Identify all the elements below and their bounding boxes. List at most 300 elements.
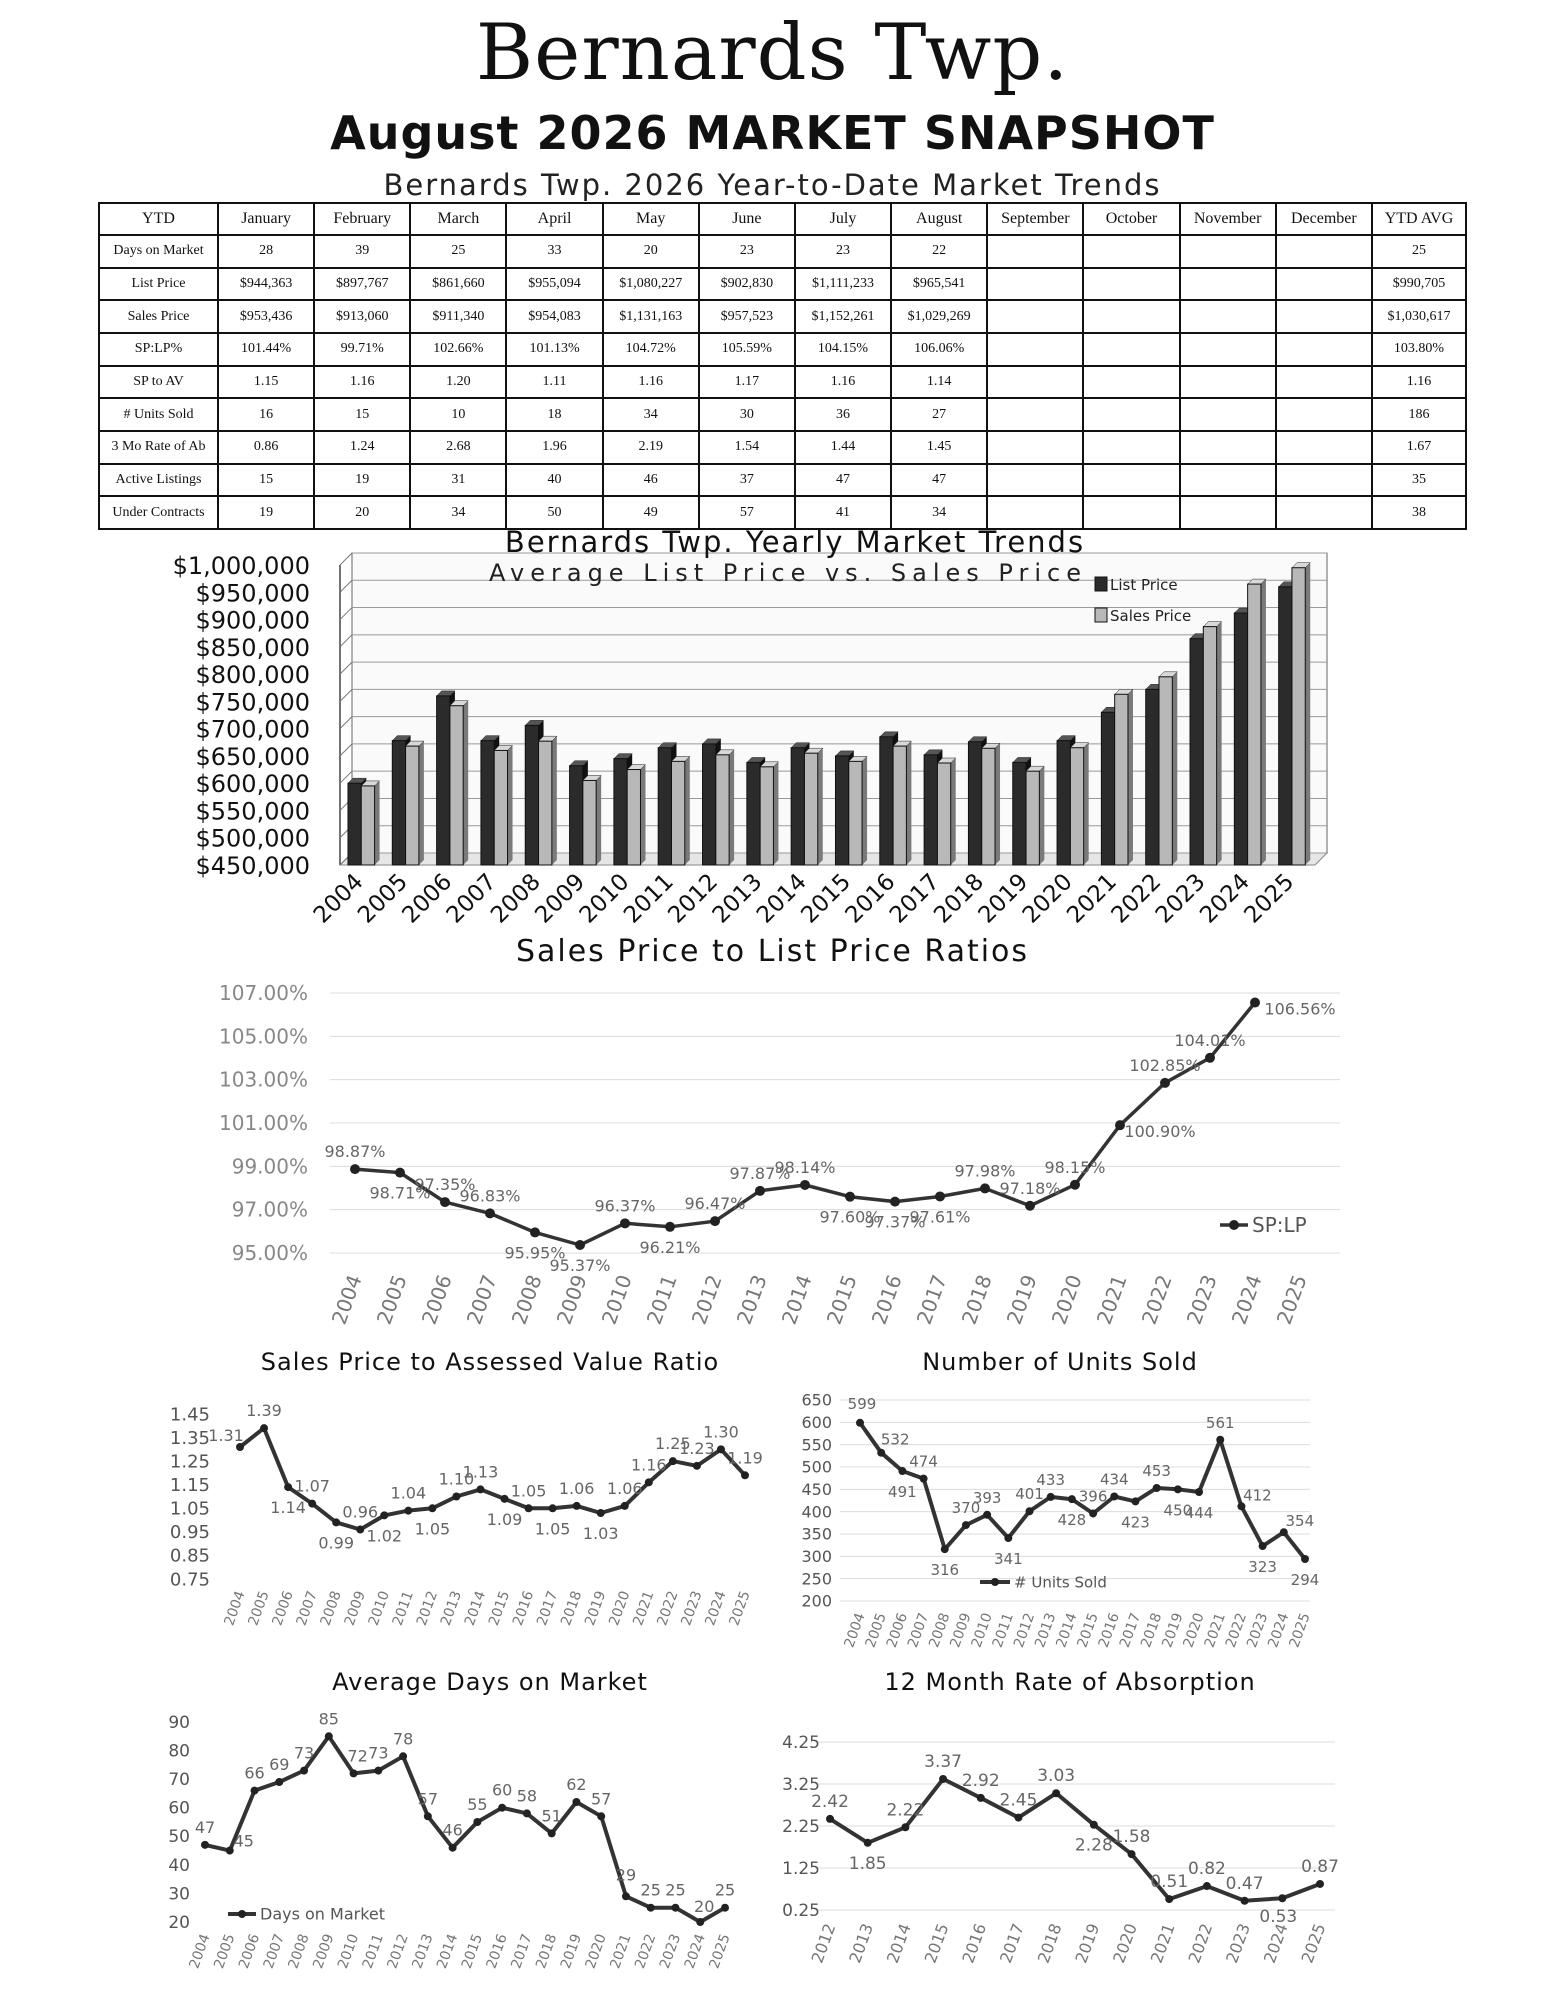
table-cell: $1,030,617 xyxy=(1372,300,1466,333)
table-cell: 1.54 xyxy=(699,431,795,464)
bar-list-price xyxy=(1101,712,1114,865)
data-point xyxy=(1195,1488,1203,1496)
data-label: 450 xyxy=(1163,1501,1193,1520)
table-header-cell: January xyxy=(218,203,314,235)
data-point xyxy=(1026,1507,1034,1515)
data-point xyxy=(275,1778,283,1786)
data-label: 1.03 xyxy=(582,1524,619,1543)
bar-sales-price xyxy=(1203,627,1216,865)
data-label: 20 xyxy=(694,1897,715,1916)
data-label: 51 xyxy=(541,1806,562,1826)
data-label: 2.45 xyxy=(999,1790,1038,1811)
data-point xyxy=(428,1504,436,1512)
data-label: 98.15% xyxy=(1044,1157,1106,1177)
data-label: 72 xyxy=(347,1746,368,1766)
data-label: 57 xyxy=(591,1789,612,1809)
x-tick-label: 2018 xyxy=(956,1271,997,1328)
table-cell xyxy=(1180,333,1276,366)
table-cell: 25 xyxy=(410,235,506,268)
bar-sales-price xyxy=(1292,568,1305,865)
data-label: 453 xyxy=(1142,1461,1171,1480)
y-tick-label: $700,000 xyxy=(195,715,310,744)
x-tick-label: 2017 xyxy=(534,1588,562,1628)
data-point xyxy=(645,1478,653,1486)
x-tick-label: 2011 xyxy=(359,1931,387,1971)
data-point xyxy=(201,1841,209,1849)
data-point xyxy=(374,1767,382,1775)
data-label: 396 xyxy=(1078,1487,1108,1506)
table-cell xyxy=(1083,464,1179,497)
data-point xyxy=(665,1222,675,1232)
table-cell: 47 xyxy=(891,464,987,497)
table-cell: 34 xyxy=(410,496,506,529)
table-row xyxy=(99,398,1466,431)
data-label: 95.95% xyxy=(504,1243,566,1263)
x-tick-label: 2014 xyxy=(1053,1610,1081,1650)
table-cell: 101.13% xyxy=(506,333,602,366)
x-tick-label: 2005 xyxy=(245,1588,273,1628)
data-label: 341 xyxy=(994,1550,1023,1569)
table-cell xyxy=(1180,366,1276,399)
table-cell: $861,660 xyxy=(410,268,506,301)
legend-label: Sales Price xyxy=(1110,607,1192,625)
data-label: 73 xyxy=(368,1743,389,1763)
data-label: 102.85% xyxy=(1129,1055,1201,1075)
y-tick-label: $500,000 xyxy=(195,824,310,853)
data-point xyxy=(1153,1484,1161,1492)
y-tick-label: 0.25 xyxy=(782,1900,820,1921)
data-label: 29 xyxy=(615,1865,637,1885)
legend-label: # Units Sold xyxy=(1014,1573,1107,1592)
x-tick-label: 2008 xyxy=(926,1610,954,1650)
table-cell xyxy=(987,333,1083,366)
y-tick-label: 400 xyxy=(801,1502,832,1522)
data-label: 97.61% xyxy=(909,1207,971,1227)
table-cell: 39 xyxy=(314,235,410,268)
table-cell: 34 xyxy=(603,398,699,431)
bar-side xyxy=(1039,766,1044,865)
data-point xyxy=(498,1804,506,1812)
x-tick-label: 2019 xyxy=(582,1588,610,1628)
data-label: 98.14% xyxy=(774,1157,836,1177)
y-tick-label: $750,000 xyxy=(195,688,310,717)
data-label: 1.07 xyxy=(294,1476,330,1496)
x-tick-label: 2021 xyxy=(1091,1271,1132,1328)
table-cell: 34 xyxy=(891,496,987,529)
table-cell: 104.15% xyxy=(795,333,891,366)
x-tick-label: 2020 xyxy=(1180,1610,1208,1650)
data-label: 316 xyxy=(930,1561,960,1580)
data-point xyxy=(1004,1534,1012,1542)
data-label: 69 xyxy=(269,1755,290,1774)
data-point xyxy=(941,1545,949,1553)
table-cell: 19 xyxy=(314,464,410,497)
x-tick-label: 2019 xyxy=(1071,1920,1104,1966)
ytd-market-table xyxy=(98,202,1467,530)
bar-sales-price xyxy=(406,746,419,865)
data-point xyxy=(1090,1821,1098,1829)
data-point xyxy=(671,1904,679,1912)
table-cell: 25 xyxy=(1372,235,1466,268)
data-label: 96.21% xyxy=(639,1237,701,1257)
bar-side xyxy=(685,756,690,865)
x-tick-label: 2009 xyxy=(551,1271,592,1328)
data-point xyxy=(440,1197,450,1207)
y-tick-label: $1,000,000 xyxy=(172,552,310,580)
units-chart-title: Number of Units Sold xyxy=(922,1348,1198,1376)
data-label: 354 xyxy=(1285,1512,1315,1531)
table-header-cell: YTD AVG xyxy=(1372,203,1466,235)
table-cell: 47 xyxy=(795,464,891,497)
x-tick-label: 2019 xyxy=(973,868,1034,929)
bar-side xyxy=(818,748,823,865)
data-point xyxy=(1259,1542,1267,1550)
table-header-cell: September xyxy=(987,203,1083,235)
bar-list-price xyxy=(1234,613,1247,865)
bar-sales-price xyxy=(804,753,817,865)
table-cell xyxy=(1180,300,1276,333)
table-cell: 103.80% xyxy=(1372,333,1466,366)
bar-side xyxy=(906,741,911,865)
x-tick-label: 2025 xyxy=(706,1931,734,1971)
legend-swatch xyxy=(1095,577,1107,591)
data-point xyxy=(826,1815,834,1823)
gridline-connector xyxy=(340,608,352,620)
x-tick-label: 2004 xyxy=(841,1610,869,1650)
data-point xyxy=(424,1812,432,1820)
x-tick-label: 2013 xyxy=(1032,1610,1060,1650)
x-tick-label: 2025 xyxy=(1271,1271,1312,1328)
table-cell xyxy=(1083,300,1179,333)
x-tick-label: 2022 xyxy=(1106,868,1167,929)
table-row-label: SP:LP% xyxy=(99,333,218,366)
bar-sales-price xyxy=(583,780,596,865)
data-label: 1.02 xyxy=(366,1526,403,1546)
y-tick-label: 1.25 xyxy=(169,1451,210,1473)
table-header-cell: May xyxy=(603,203,699,235)
x-tick-label: 2024 xyxy=(702,1588,730,1628)
x-tick-label: 2015 xyxy=(821,1271,862,1328)
data-point xyxy=(890,1197,900,1207)
bar-list-price xyxy=(348,783,361,865)
data-point xyxy=(741,1471,749,1479)
bar-sales-price xyxy=(1070,748,1083,865)
data-label: 25 xyxy=(714,1880,736,1900)
x-tick-label: 2019 xyxy=(1159,1610,1187,1650)
x-tick-label: 2017 xyxy=(1116,1610,1145,1650)
table-cell: $944,363 xyxy=(218,268,314,301)
y-tick-label: $450,000 xyxy=(195,852,310,880)
table-cell xyxy=(987,464,1083,497)
bar-side xyxy=(995,743,1000,865)
x-tick-label: 2009 xyxy=(310,1931,338,1971)
data-label: 393 xyxy=(972,1488,1002,1507)
data-point xyxy=(572,1798,580,1806)
bar-side xyxy=(419,741,424,865)
table-cell: 30 xyxy=(699,398,795,431)
x-tick-label: 2014 xyxy=(434,1931,462,1971)
data-point xyxy=(877,1449,885,1457)
table-cell: $990,705 xyxy=(1372,268,1466,301)
y-tick-label: 1.15 xyxy=(169,1475,210,1497)
table-cell: 23 xyxy=(699,235,795,268)
data-label: 96.83% xyxy=(459,1186,521,1206)
chart-subtitle: Average List Price vs. Sales Price xyxy=(489,559,1087,587)
data-point xyxy=(1205,1053,1215,1063)
table-cell xyxy=(1276,398,1372,431)
table-header-cell: November xyxy=(1180,203,1276,235)
data-label: 491 xyxy=(888,1483,917,1502)
x-tick-label: 2004 xyxy=(308,868,369,929)
data-point xyxy=(1216,1436,1224,1444)
data-point xyxy=(525,1504,533,1512)
table-header-cell: August xyxy=(891,203,987,235)
data-label: 55 xyxy=(467,1795,488,1814)
table-row xyxy=(99,366,1466,399)
data-point xyxy=(332,1518,340,1526)
y-tick-label: 107.00% xyxy=(219,981,308,1005)
bar-sales-price xyxy=(361,786,374,865)
gridline-connector xyxy=(340,662,352,674)
table-cell: 102.66% xyxy=(410,333,506,366)
x-tick-label: 2021 xyxy=(1062,868,1123,929)
data-label: 1.14 xyxy=(270,1498,306,1518)
data-label: 401 xyxy=(1015,1485,1044,1504)
y-tick-label: 103.00% xyxy=(219,1067,308,1092)
data-label: 0.53 xyxy=(1259,1907,1298,1928)
data-label: 294 xyxy=(1290,1571,1320,1590)
table-cell: 1.67 xyxy=(1372,431,1466,464)
data-point xyxy=(449,1844,457,1852)
data-label: 1.19 xyxy=(727,1448,763,1468)
table-cell: $1,111,233 xyxy=(795,268,891,301)
y-tick-label: $550,000 xyxy=(195,797,310,826)
data-point xyxy=(1052,1789,1060,1797)
data-point xyxy=(548,1829,556,1837)
table-header-cell: July xyxy=(795,203,891,235)
bar-sales-price xyxy=(1026,771,1039,865)
table-cell xyxy=(1180,235,1276,268)
x-tick-label: 2022 xyxy=(1136,1271,1177,1328)
bar-sales-price xyxy=(1248,584,1261,865)
y-tick-label: 40 xyxy=(168,1855,190,1876)
data-label: 2.28 xyxy=(1074,1835,1113,1856)
data-point xyxy=(1241,1897,1249,1905)
legend-marker xyxy=(238,1910,246,1918)
x-tick-label: 2025 xyxy=(1286,1610,1314,1650)
table-cell: 1.24 xyxy=(314,431,410,464)
table-cell: 104.72% xyxy=(603,333,699,366)
x-tick-label: 2007 xyxy=(260,1931,288,1971)
y-tick-label: $900,000 xyxy=(195,606,310,635)
bar-list-price xyxy=(924,755,937,865)
table-row xyxy=(99,235,1466,268)
y-tick-label: 600 xyxy=(801,1412,832,1432)
bar-sales-price xyxy=(1159,677,1172,865)
table-cell: 1.16 xyxy=(314,366,410,399)
table-row-label: Under Contracts xyxy=(99,496,218,529)
x-tick-label: 2008 xyxy=(506,1271,547,1328)
data-point xyxy=(845,1192,855,1202)
gridline-connector xyxy=(340,635,352,647)
data-label: 1.30 xyxy=(703,1422,739,1442)
table-cell: 19 xyxy=(218,496,314,529)
x-tick-label: 2009 xyxy=(947,1610,975,1650)
x-tick-label: 2011 xyxy=(641,1271,682,1328)
table-cell: $954,083 xyxy=(506,300,602,333)
table-cell: 35 xyxy=(1372,464,1466,497)
x-tick-label: 2020 xyxy=(1046,1271,1087,1328)
x-tick-label: 2025 xyxy=(726,1588,754,1628)
bar-sales-price xyxy=(760,767,773,865)
data-point xyxy=(1025,1201,1035,1211)
table-cell xyxy=(1083,333,1179,366)
x-tick-label: 2024 xyxy=(1265,1610,1293,1650)
data-point xyxy=(575,1240,585,1250)
data-label: 47 xyxy=(194,1817,216,1837)
data-point xyxy=(1070,1180,1080,1190)
bar-sales-price xyxy=(716,755,729,865)
data-point xyxy=(501,1495,509,1503)
x-tick-label: 2007 xyxy=(293,1588,321,1628)
table-row xyxy=(99,333,1466,366)
y-tick-label: 95.00% xyxy=(231,1241,308,1265)
data-point xyxy=(452,1493,460,1501)
bar-side xyxy=(1128,689,1133,865)
x-tick-label: 2016 xyxy=(1095,1610,1123,1650)
x-tick-label: 2016 xyxy=(840,868,901,929)
table-cell: 20 xyxy=(603,235,699,268)
x-tick-label: 2022 xyxy=(654,1588,682,1628)
table-cell: 16 xyxy=(218,398,314,431)
data-point xyxy=(1165,1895,1173,1903)
x-tick-label: 2010 xyxy=(574,868,635,929)
bar-sales-price xyxy=(627,770,640,865)
data-label: 97.35% xyxy=(414,1175,476,1195)
bar-side xyxy=(463,701,468,865)
bar-side xyxy=(862,756,867,865)
data-label: 2.22 xyxy=(886,1800,925,1821)
table-row-label: # Units Sold xyxy=(99,398,218,431)
table-cell: $965,541 xyxy=(891,268,987,301)
bar-sales-price xyxy=(849,761,862,865)
y-tick-label: 0.75 xyxy=(169,1569,210,1591)
x-tick-label: 2009 xyxy=(341,1588,369,1628)
y-tick-label: 350 xyxy=(801,1524,832,1544)
table-cell: 186 xyxy=(1372,398,1466,431)
bar-sales-price xyxy=(539,741,552,865)
data-label: 106.56% xyxy=(1264,999,1336,1019)
bar-list-price xyxy=(570,766,583,865)
table-cell xyxy=(1276,431,1372,464)
y-tick-label: 50 xyxy=(168,1827,190,1848)
bar-side xyxy=(1305,563,1310,865)
x-tick-label: 2010 xyxy=(365,1588,393,1628)
data-label: 434 xyxy=(1099,1470,1129,1489)
table-row xyxy=(99,300,1466,333)
data-label: 25 xyxy=(640,1880,661,1900)
bar-sales-price xyxy=(893,746,906,865)
table-row xyxy=(99,464,1466,497)
x-tick-label: 2017 xyxy=(884,868,945,929)
x-tick-label: 2020 xyxy=(1109,1920,1141,1966)
y-tick-label: $600,000 xyxy=(195,770,310,799)
data-point xyxy=(721,1904,729,1912)
data-point xyxy=(693,1462,701,1470)
bar-sales-price xyxy=(450,706,463,865)
data-label: 45 xyxy=(233,1831,254,1851)
data-point xyxy=(800,1180,810,1190)
legend-marker xyxy=(1229,1220,1239,1230)
data-label: 25 xyxy=(665,1880,686,1900)
data-point xyxy=(622,1892,630,1900)
data-point xyxy=(308,1500,316,1508)
y-tick-label: 60 xyxy=(168,1798,190,1819)
bar-sales-price xyxy=(494,750,507,865)
bar-sales-price xyxy=(1115,694,1128,865)
data-point xyxy=(647,1904,655,1912)
x-tick-label: 2005 xyxy=(211,1931,239,1971)
bar-sales-price xyxy=(672,761,685,865)
data-label: 1.39 xyxy=(246,1401,282,1421)
data-label: 0.51 xyxy=(1150,1872,1189,1893)
table-cell: 46 xyxy=(603,464,699,497)
y-tick-label: $850,000 xyxy=(195,633,310,662)
x-tick-label: 2024 xyxy=(681,1931,709,1971)
legend-label: SP:LP xyxy=(1252,1213,1307,1237)
data-point xyxy=(404,1507,412,1515)
table-cell: 1.96 xyxy=(506,431,602,464)
data-point xyxy=(1110,1492,1118,1500)
data-point xyxy=(399,1752,407,1760)
bar-list-price xyxy=(880,737,893,865)
page-title: Bernards Twp. xyxy=(475,8,1070,98)
bar-side xyxy=(773,762,778,865)
x-tick-label: 2015 xyxy=(920,1920,953,1966)
yearly-price-bar-chart xyxy=(0,525,1545,970)
x-tick-label: 2010 xyxy=(596,1271,637,1328)
table-cell: 106.06% xyxy=(891,333,987,366)
bar-list-price xyxy=(968,742,981,865)
legend-swatch xyxy=(1095,608,1107,622)
table-cell: 41 xyxy=(795,496,891,529)
data-point xyxy=(1250,998,1260,1008)
x-tick-label: 2012 xyxy=(807,1920,840,1966)
table-cell: 1.11 xyxy=(506,366,602,399)
absorption-line-chart xyxy=(775,1702,1375,2000)
data-point xyxy=(621,1502,629,1510)
bar-list-price xyxy=(1279,587,1292,865)
data-label: 323 xyxy=(1248,1558,1277,1577)
table-cell: 38 xyxy=(1372,496,1466,529)
table-cell: 1.15 xyxy=(218,366,314,399)
data-label: 561 xyxy=(1205,1413,1235,1432)
x-tick-label: 2007 xyxy=(461,1271,502,1328)
data-point xyxy=(983,1511,991,1519)
bar-list-price xyxy=(392,741,405,865)
x-tick-label: 2009 xyxy=(530,868,591,929)
data-label: 96.47% xyxy=(684,1194,746,1214)
data-label: 474 xyxy=(909,1452,938,1471)
table-cell xyxy=(1083,398,1179,431)
data-label: 2.92 xyxy=(961,1770,1000,1791)
x-tick-label: 2014 xyxy=(752,868,812,929)
table-cell: 23 xyxy=(795,235,891,268)
data-label: 1.05 xyxy=(414,1519,451,1539)
data-label: 599 xyxy=(847,1394,877,1413)
data-label: 73 xyxy=(293,1743,315,1763)
y-tick-label: 250 xyxy=(801,1569,832,1589)
